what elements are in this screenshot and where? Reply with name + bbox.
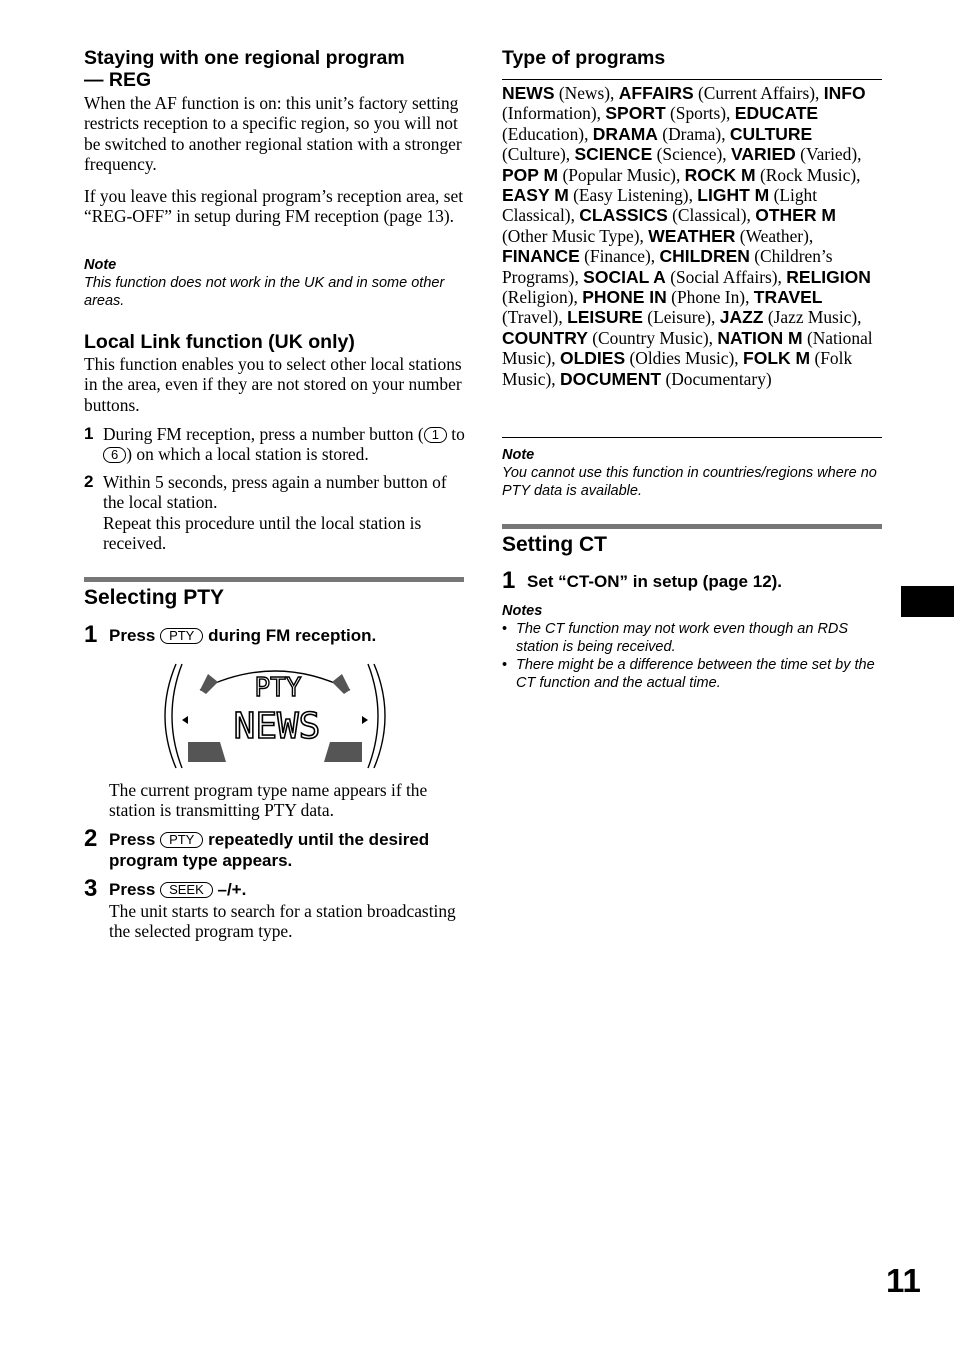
types-note-text: You cannot use this function in countries/regions where no PTY data is available. [502,465,877,499]
pty-key: PTY [160,628,203,644]
pty-key: PTY [160,832,203,848]
section-tab-marker [901,586,954,617]
program-type-code: OTHER M [755,205,836,226]
step-number: 2 [84,825,98,852]
program-type-desc: (Light Classical), [502,185,818,226]
program-type-desc: (Other Music Type), [502,225,644,246]
program-type-code: CLASSICS [579,205,668,226]
program-type-code: RELIGION [786,266,871,287]
program-type-code: NEWS [502,83,555,103]
step-number: 1 [502,567,516,594]
reg-paragraph-1: When the AF function is on: this unit’s factory setting restricts reception to a specific region, so you will not be switched to another regional station with a stronger frequency. [84,93,462,175]
section-rule [84,577,464,582]
program-type-desc: (News), [558,83,615,103]
program-type-desc: (Finance), [584,246,656,267]
program-type-desc: (Weather), [739,225,814,246]
ct-notes-label: Notes [502,603,543,619]
program-type-desc: (Oldies Music), [629,348,739,369]
program-type-code: OLDIES [559,348,626,369]
program-type-desc: (Rock Music), [760,164,861,185]
program-type-desc: (Country Music), [592,327,714,348]
program-type-desc: (Classical), [672,205,751,226]
program-type-code: TRAVEL [753,287,823,308]
program-type-code: PHONE IN [582,287,667,308]
program-type-code: WEATHER [648,225,736,246]
section-rule [502,524,882,529]
types-rule-bottom [502,437,882,438]
program-type-desc: (Religion), [502,287,578,308]
display-line2: NEWS [233,706,321,747]
program-type-desc: (Varied), [800,144,862,165]
local-link-heading: Local Link function (UK only) [84,331,355,353]
program-type-code: COUNTRY [502,327,588,348]
program-type-desc: (Science), [656,144,727,165]
program-type-code: DRAMA [592,123,658,144]
reg-heading-line1: Staying with one regional program [84,47,405,69]
program-type-desc: (Drama), [662,123,726,144]
program-type-desc: (Phone In), [671,287,750,308]
lcd-display-illustration [160,660,390,772]
program-type-code: EDUCATE [734,103,819,124]
program-type-code: CULTURE [729,123,813,144]
program-type-code: LEISURE [567,307,643,328]
program-type-desc: (Easy Listening), [573,185,693,206]
step-number: 1 [84,621,98,648]
local-link-paragraph: This function enables you to select other local stations in the area, even if they are not stored on your number buttons. [84,354,462,415]
program-type-desc: (National Music), [502,327,873,369]
setting-ct-heading: Setting CT [502,533,607,556]
types-note-label: Note [502,447,535,463]
program-type-desc: (Jazz Music), [767,307,862,328]
program-type-code: AFFAIRS [618,83,694,103]
program-type-desc: (Documentary) [665,368,772,389]
program-type-code: DOCUMENT [559,368,662,389]
program-type-desc: (Popular Music), [562,164,681,185]
program-type-code: FINANCE [502,246,580,267]
selecting-pty-heading: Selecting PTY [84,586,225,609]
page-number: 11 [886,1262,921,1299]
program-type-list [502,83,882,389]
step-number: 2 [84,472,94,491]
step-number: 3 [84,875,98,902]
program-type-code: LIGHT M [697,185,770,206]
seek-key: SEEK [160,882,213,898]
program-type-desc: (Social Affairs), [670,266,782,287]
types-heading: Type of programs [502,47,666,69]
reg-paragraph-2: If you leave this regional program’s reception area, set “REG-OFF” in setup during FM reception (page 13). [84,186,464,227]
program-type-desc: (Information), [502,103,601,124]
program-type-code: SPORT [605,103,666,124]
program-type-code: JAZZ [719,307,764,328]
program-type-desc: (Travel), [502,307,563,328]
display-line1: PTY [254,673,302,703]
program-type-code: EASY M [502,185,569,206]
bullet: • [502,657,508,673]
reg-heading [84,47,464,91]
program-type-desc: (Current Affairs), [698,83,820,103]
program-type-code: VARIED [730,144,796,165]
pty-step-1-desc: The current program type name appears if the station is transmitting PTY data. [109,780,428,821]
program-type-code: SOCIAL A [583,266,666,287]
program-type-desc: (Leisure), [647,307,716,328]
program-type-code: POP M [502,164,559,185]
types-rule-top [502,79,882,80]
number-button-1: 1 [424,427,447,443]
reg-note-text: This function does not work in the UK and in some other areas. [84,275,445,309]
program-type-desc: (Sports), [670,103,731,124]
number-button-6: 6 [103,447,126,463]
step-number: 1 [84,424,94,443]
reg-heading-line2: — REG [84,69,152,91]
reg-note-label: Note [84,257,117,273]
program-type-code: SCIENCE [574,144,653,165]
program-type-code: NATION M [717,327,803,348]
program-type-code: FOLK M [743,348,811,369]
bullet: • [502,621,508,637]
program-type-code: ROCK M [684,164,756,185]
program-type-code: INFO [823,83,866,103]
program-type-code: CHILDREN [659,246,750,267]
program-type-desc: (Education), [502,123,589,144]
program-type-desc: (Children’s Programs), [502,246,833,287]
program-type-desc: (Folk Music), [502,348,853,389]
pty-step-3-desc: The unit starts to search for a station broadcasting the selected program type. [109,901,456,942]
program-type-desc: (Culture), [502,144,571,165]
